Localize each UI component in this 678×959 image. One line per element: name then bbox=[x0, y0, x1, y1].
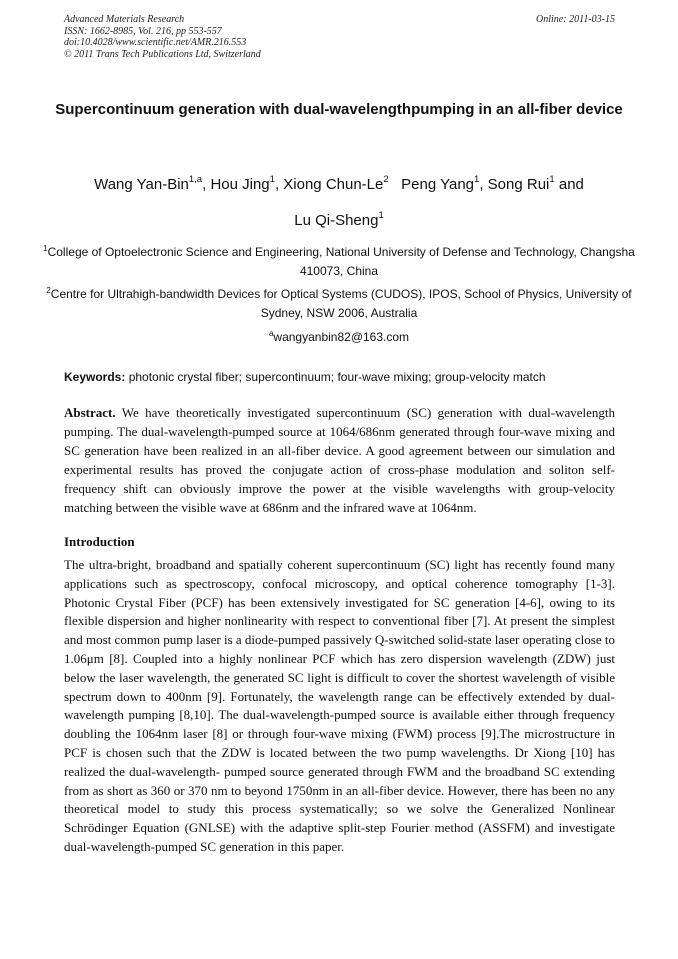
author-conjunction: and bbox=[558, 176, 584, 193]
author-superscript: 1 bbox=[549, 174, 555, 185]
journal-name: Advanced Materials Research bbox=[64, 14, 185, 25]
keywords-label: Keywords: bbox=[64, 370, 126, 384]
keywords-text: photonic crystal fiber; supercontinuum; four-wave mixing; group-velocity match bbox=[128, 370, 546, 384]
author-name: Lu Qi-Sheng bbox=[294, 212, 379, 229]
doi-line: doi:10.4028/www.scientific.net/AMR.216.553 bbox=[64, 37, 247, 48]
affiliation-text: Centre for Ultrahigh-bandwidth Devices for Optical Systems (CUDOS), IPOS, School of Physics, University of Sydney, NSW 2006, Australia bbox=[50, 287, 632, 320]
author-superscript: 1 bbox=[269, 174, 275, 185]
introduction-body: The ultra-bright, broadband and spatially coherent supercontinuum (SC) light has recently found many applications such as spectroscopy, confocal microscopy, and optical coherence tomography [1-3]. Photonic Crystal Fiber (PCF) has been extensively investigated for SC generation [4-6], owing to its flexible dispersion and higher nonlinearity with respect to conventional fiber [7]. At present the simplest and most common pump laser is a diode-pumped passively Q-switched solid-state laser operating close to 1.06μm [8]. Coupled into a highly nonlinear PCF which has zero dispersion wavelength (ZDW) just below the laser wavelength, the generated SC light is difficult to cover the shortest wavelength of visible spectrum down to 400nm [9]. Fortunately, the wavelength range can be effectively extended by dual-wavelength pumping [8,10]. The dual-wavelength-pumped source is available either through frequency doubling the 1064nm laser [8] or through four-wave mixing (FWM) process [9].The microstructure in PCF is chosen such that the ZDW is located between the two pump wavelengths. Dr Xiong [10] has realized the dual-wavelength- pumped source generated through FWM and the broadband SC extending from as short as 360 or 370 nm to beyond 1750nm in an all-fiber device. However, there has been no any theoretical model to study this process systematically; so we solve the Generalized Nonlinear Schrödinger Equation (GNLSE) with the adaptive split-step Fourier method (ASSFM) and investigate dual-wavelength-pumped SC generation in this paper. bbox=[64, 557, 615, 854]
affiliation-superscript: 1 bbox=[43, 244, 48, 253]
copyright-line: © 2011 Trans Tech Publications Ltd, Switzerland bbox=[64, 48, 261, 60]
author-superscript: 2 bbox=[383, 174, 389, 185]
affiliation-text: College of Optoelectronic Science and Engineering, National University of Defense and Technology, Changsha 410073, China bbox=[47, 245, 635, 278]
affiliation-2 bbox=[40, 285, 638, 323]
affiliation-1 bbox=[40, 243, 638, 281]
author-list: Wang Yan-Bin$^{1,a}$, Hou Jing$^1$, Xiong Chun-Le$^2$ Peng Yang$^1$, Song Rui$^1$ and Lu Qi-Sheng$^1$ bbox=[94, 174, 584, 229]
journal-header bbox=[64, 14, 615, 60]
author-name: Peng Yang bbox=[401, 176, 475, 193]
author-name: Song Rui bbox=[487, 176, 550, 193]
author-superscript: 1,a bbox=[188, 174, 203, 185]
online-date: Online: 2011-03-15 bbox=[536, 14, 615, 25]
author-name: Hou Jing bbox=[210, 176, 270, 193]
keywords bbox=[64, 369, 615, 385]
author-name: Xiong Chun-Le bbox=[283, 176, 384, 193]
section-heading-introduction: Introduction bbox=[64, 534, 135, 549]
author-superscript: 1 bbox=[474, 174, 480, 185]
issn-line: ISSN: 1662-8985, Vol. 216, pp 553-557 bbox=[64, 25, 222, 37]
email-superscript: a bbox=[268, 329, 274, 338]
abstract-label: Abstract. bbox=[64, 405, 116, 420]
author-email bbox=[40, 328, 638, 347]
affiliation-superscript: 2 bbox=[46, 286, 51, 295]
paper-title: Supercontinuum generation with dual-wavelengthpumping in an all-fiber device bbox=[55, 101, 623, 118]
author-name: Wang Yan-Bin bbox=[94, 176, 189, 193]
email-address: wangyanbin82@163.com bbox=[273, 330, 410, 344]
abstract bbox=[64, 403, 615, 517]
abstract-text: We have theoretically investigated supercontinuum (SC) generation with dual-wavelength pumping. The dual-wavelength-pumped source at 1064/686nm generated through four-wave mixing and SC generation have been realized in an all-fiber device. A good agreement between our simulation and experimental results has proved the conjugate action of cross-phase modulation and soliton self-frequency shift can obviously improve the power at the visible wavelengths with group-velocity matching between the visible wave at 686nm and the infrared wave at 1064nm. bbox=[64, 405, 615, 515]
author-superscript: 1 bbox=[378, 210, 384, 221]
